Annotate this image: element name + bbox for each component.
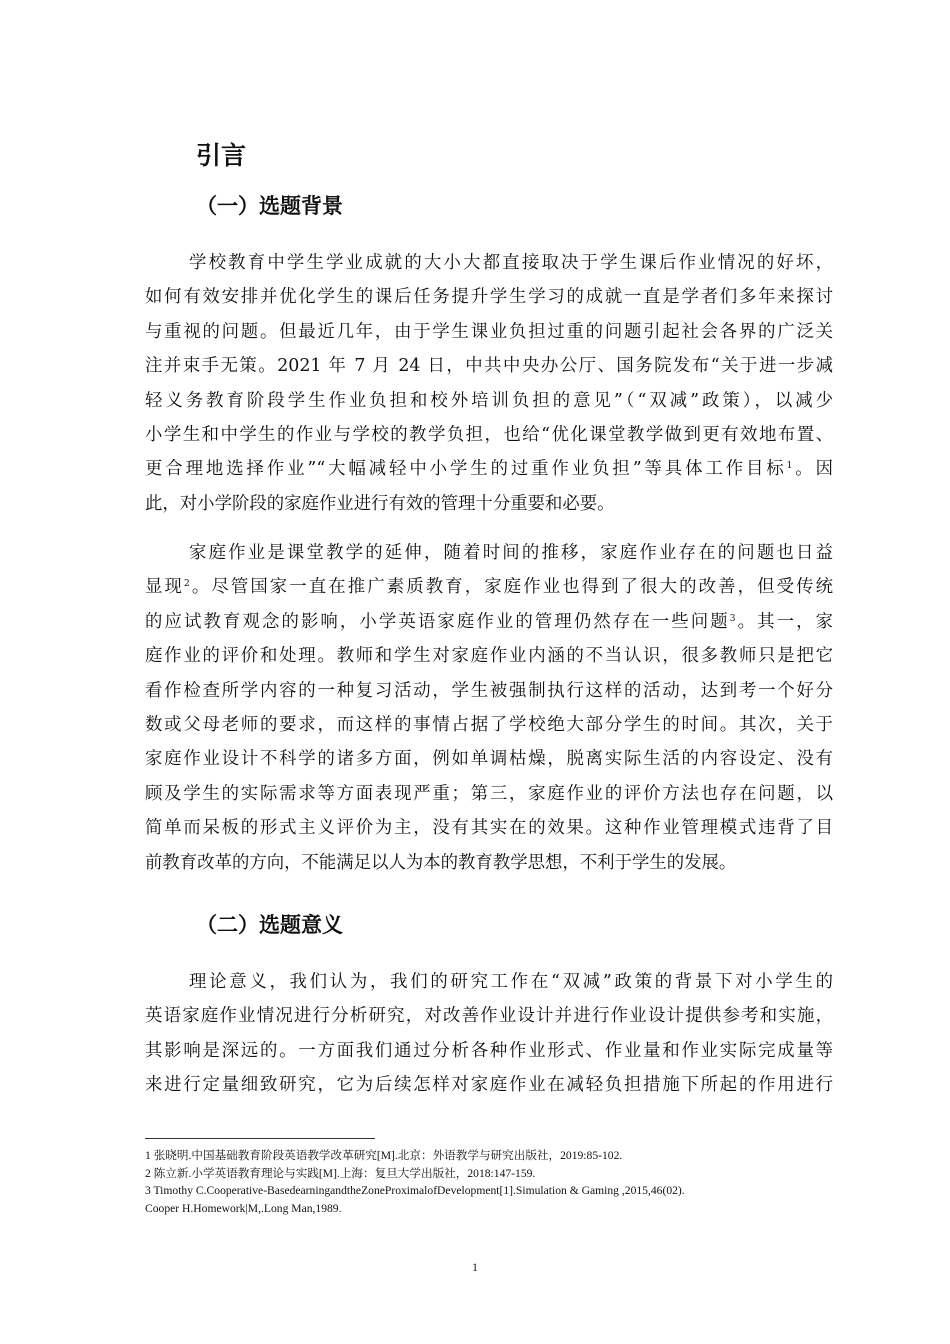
text-line: 学校教育中学生学业成就的大小大都直接取决于学生课后作业情况的好坏， bbox=[189, 253, 833, 273]
footnotes bbox=[145, 1147, 835, 1217]
text-segment: 显现 bbox=[145, 577, 184, 598]
text-line: 看作检查所学内容的一种复习活动，学生被强制执行这样的活动，达到考一个好分 bbox=[145, 680, 833, 701]
text-line: 其影响是深远的。一方面我们通过分析各种作业形式、作业量和作业实际完成量等 bbox=[145, 1040, 833, 1061]
text-line: 简单而呆板的形式主义评价为主，没有其实在的效果。这种作业管理模式违背了目 bbox=[145, 818, 833, 839]
footnote-reference: 3 bbox=[729, 613, 736, 624]
text-line: 如何有效安排并优化学生的课后任务提升学生学习的成就一直是学者们多年来探讨 bbox=[145, 287, 833, 308]
text-line: 轻义务教育阶段学生作业负担和校外培训负担的意见”（“双减”政策），以减少 bbox=[145, 390, 833, 411]
text-segment: 的应试教育观念的影响，小学英语家庭作业的管理仍然存在一些问题 bbox=[145, 611, 730, 632]
text-line: 前教育改革的方向，不能满足以人为本的教育教学思想，不利于学生的发展。 bbox=[145, 852, 737, 873]
footnote-item: 3 Timothy C.Cooperative-BasedearningandtheZoneProximalofDevelopment[1].Simulation & Gaming ,2015,46(02). bbox=[145, 1184, 685, 1197]
paragraph-background-2 bbox=[145, 536, 833, 880]
text-line: 数或父母老师的要求，而这样的事情占据了学校绝大部分学生的时间。其次，关于 bbox=[145, 714, 833, 735]
paragraph-significance-1 bbox=[145, 965, 833, 1103]
footnote-item: 2 陈立新.小学英语教育理论与实践[M].上海：复旦大学出版社，2018:147-159. bbox=[145, 1166, 536, 1180]
text-segment: 更合理地选择作业”“大幅减轻中小学生的过重作业负担”等具体工作目标 bbox=[145, 459, 787, 480]
text-line: 庭作业的评价和处理。教师和学生对家庭作业内涵的不当认识，很多教师只是把它 bbox=[145, 646, 833, 667]
section-heading-background: （一）选题背景 bbox=[196, 194, 343, 218]
footnote-reference: 2 bbox=[184, 579, 190, 590]
text-line: 与重视的问题。但最近几年，由于学生课业负担过重的问题引起社会各界的广泛关 bbox=[145, 321, 833, 342]
text-line bbox=[145, 605, 833, 639]
text-line: 来进行定量细致研究，它为后续怎样对家庭作业在减轻负担措施下所起的作用进行 bbox=[145, 1075, 833, 1096]
footnote-reference: 1 bbox=[786, 461, 793, 472]
text-line: 此，对小学阶段的家庭作业进行有效的管理十分重要和必要。 bbox=[145, 493, 615, 514]
text-line: 家庭作业设计不科学的诸多方面，例如单调枯燥，脱离实际生活的内容设定、没有 bbox=[145, 749, 833, 770]
paragraph-background-1 bbox=[145, 246, 833, 521]
footnote-item: 1 张晓明.中国基础教育阶段英语教学改革研究[M].北京：外语教学与研究出版社，2019:85-102. bbox=[145, 1149, 623, 1162]
footnote-separator bbox=[145, 1138, 375, 1139]
text-line: 小学生和中学生的作业与学校的教学负担，也给“优化课堂教学做到更有效地布置、 bbox=[145, 424, 833, 445]
text-line: 家庭作业是课堂教学的延伸，随着时间的推移，家庭作业存在的问题也日益 bbox=[189, 543, 833, 563]
text-line: 注并束手无策。2021 年 7 月 24 日，中共中央办公厅、国务院发布“关于进一步减 bbox=[145, 356, 833, 377]
footnote-item: Cooper H.Homework|M,.Long Man,1989. bbox=[145, 1201, 342, 1215]
text-segment: 。因 bbox=[792, 459, 833, 480]
text-segment: 。其一，家 bbox=[735, 611, 833, 632]
page-title: 引言 bbox=[196, 141, 247, 170]
page-number: 1 bbox=[472, 1260, 478, 1274]
text-line bbox=[145, 570, 833, 604]
text-line: 英语家庭作业情况进行分析研究，对改善作业设计并进行作业设计提供参考和实施， bbox=[145, 1006, 833, 1027]
text-segment: 。尽管国家一直在推广素质教育，家庭作业也得到了很大的改善，但受传统 bbox=[189, 577, 833, 598]
section-heading-significance: （二）选题意义 bbox=[196, 913, 343, 937]
text-line: 理论意义，我们认为，我们的研究工作在“双减”政策的背景下对小学生的 bbox=[189, 972, 833, 992]
text-line: 顾及学生的实际需求等方面表现严重；第三，家庭作业的评价方法也存在问题，以 bbox=[145, 783, 833, 804]
text-line bbox=[145, 452, 833, 486]
